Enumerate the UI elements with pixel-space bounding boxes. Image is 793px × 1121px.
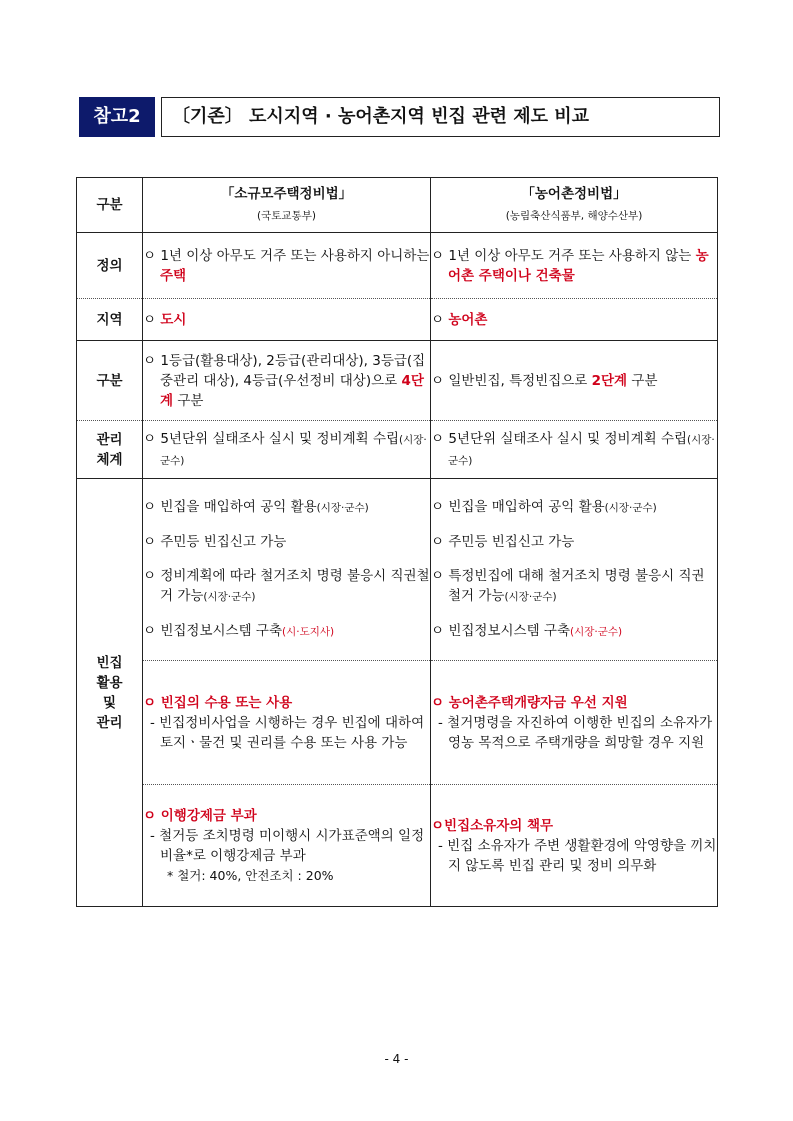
- left-usage-list: [143, 479, 431, 661]
- left-law-name: 「소규모주택정비법」: [220, 186, 353, 202]
- row-label-usage-line3: 및: [102, 694, 117, 711]
- left-region-highlight: 도시: [160, 311, 187, 328]
- right-housing-fund-title: ㅇ 농어촌주택개량자금 우선 지원: [431, 694, 628, 711]
- left-region-cell: [143, 299, 431, 341]
- row-label-management-line2: 체계: [96, 451, 123, 468]
- table-row-usage-block1: [77, 479, 718, 661]
- right-management-text: ㅇ 5년단위 실태조사 실시 및 정비계획 수립: [431, 430, 688, 447]
- right-definition-highlight: 농어촌 주택이나 건축물: [448, 247, 709, 284]
- right-usage-list: [431, 479, 718, 661]
- right-housing-fund-text: - 철거명령을 자진하여 이행한 빈집의 소유자가 영농 목적으로 주택개량을 희망할 경우 지원: [438, 714, 713, 751]
- right-definition-cell: [431, 233, 718, 299]
- table-row-definition: [77, 233, 718, 299]
- right-classification-highlight: 2단계: [591, 372, 628, 389]
- table-row-management: [77, 421, 718, 479]
- comparison-table: [76, 177, 718, 907]
- list-item: ㅇ 빈집을 매입하여 공익 활용(시장·군수): [431, 499, 657, 515]
- left-expropriation-cell: [143, 661, 431, 785]
- list-item: ㅇ 정비계획에 따라 철거조치 명령 불응시 직권철거 가능(시장·군수): [143, 568, 430, 604]
- left-penalty-title: ㅇ 이행강제금 부과: [143, 807, 257, 824]
- table-row-usage-block3: [77, 785, 718, 907]
- right-region-highlight: 농어촌: [448, 311, 488, 328]
- left-penalty-note: * 철거: 40%, 안전조치 : 20%: [167, 867, 334, 883]
- right-owner-duty-title: ㅇ빈집소유자의 책무: [431, 817, 554, 834]
- right-region-text: ㅇ: [431, 311, 449, 328]
- right-classification-text: ㅇ 일반빈집, 특정빈집으로: [431, 372, 592, 389]
- right-classification-suffix: 구분: [627, 372, 658, 389]
- right-law-name: 「농어촌정비법」: [521, 186, 627, 202]
- right-management-cell: [431, 421, 718, 479]
- left-definition-cell: [143, 233, 431, 299]
- left-expropriation-title: ㅇ 빈집의 수용 또는 사용: [143, 694, 293, 711]
- right-management-authority: (시장·군수): [448, 433, 715, 467]
- table-row-classification: [77, 341, 718, 421]
- right-classification-cell: [431, 341, 718, 421]
- row-label-usage-line2: 활용: [96, 674, 123, 691]
- left-definition-highlight: 주택: [160, 267, 187, 284]
- left-penalty-text: - 철거등 조치명령 미이행시 시가표준액의 일정비율*로 이행강제금 부과: [150, 827, 425, 864]
- section-title: 〔기존〕 도시지역 · 농어촌지역 빈집 관련 제도 비교: [161, 97, 720, 137]
- row-label-definition: 정의: [77, 233, 143, 299]
- row-label-classification: 구분: [77, 341, 143, 421]
- table-row-region: [77, 299, 718, 341]
- list-item: ㅇ 빈집정보시스템 구축(시장·군수): [431, 623, 623, 639]
- row-label-management-line1: 관리: [96, 431, 123, 448]
- left-definition-text: ㅇ 1년 이상 아무도 거주 또는 사용하지 아니하는: [143, 247, 430, 264]
- right-housing-fund-cell: [431, 661, 718, 785]
- list-item: ㅇ 특정빈집에 대해 철거조치 명령 불응시 직권철거 가능(시장·군수): [431, 568, 705, 604]
- left-management-cell: [143, 421, 431, 479]
- left-ministry: (국토교통부): [257, 210, 316, 222]
- row-label-region: 지역: [77, 299, 143, 341]
- row-label-usage-line4: 관리: [96, 714, 123, 731]
- left-classification-cell: [143, 341, 431, 421]
- row-label-management: [77, 421, 143, 479]
- page-number: - 4 -: [384, 1052, 409, 1066]
- corner-cell: 구분: [77, 178, 143, 233]
- right-definition-text: ㅇ 1년 이상 아무도 거주 또는 사용하지 않는: [431, 247, 696, 264]
- left-expropriation-text: - 빈집정비사업을 시행하는 경우 빈집에 대하여 토지ㆍ물건 및 권리를 수용 또는 사용 가능: [150, 714, 425, 751]
- left-region-text: ㅇ: [143, 311, 161, 328]
- row-label-usage: [77, 479, 143, 907]
- right-owner-duty-text: - 빈집 소유자가 주변 생활환경에 악영향을 끼치지 않도록 빈집 관리 및 정비 의무화: [438, 837, 717, 874]
- left-penalty-cell: [143, 785, 431, 907]
- right-region-cell: [431, 299, 718, 341]
- list-item: ㅇ 주민등 빈집신고 가능: [143, 534, 287, 550]
- right-owner-duty-cell: [431, 785, 718, 907]
- left-classification-highlight: 4단계: [160, 372, 424, 409]
- table-row-usage-block2: [77, 661, 718, 785]
- left-classification-text: ㅇ 1등급(활용대상), 2등급(관리대상), 3등급(집중관리 대상), 4등급(우선정비 대상)으로: [143, 352, 426, 389]
- right-law-header: [431, 178, 718, 233]
- left-management-authority: (시장·군수): [160, 433, 427, 467]
- list-item: ㅇ 주민등 빈집신고 가능: [431, 534, 575, 550]
- table-header-row: [77, 178, 718, 233]
- left-management-text: ㅇ 5년단위 실태조사 실시 및 정비계획 수립: [143, 430, 400, 447]
- list-item: ㅇ 빈집정보시스템 구축(시·도지사): [143, 623, 335, 639]
- left-law-header: [143, 178, 431, 233]
- reference-tag: 참고2: [79, 97, 155, 137]
- left-classification-suffix: 구분: [173, 392, 204, 409]
- right-ministry: (농림축산식품부, 해양수산부): [505, 210, 643, 222]
- section-header: [79, 97, 720, 137]
- list-item: ㅇ 빈집을 매입하여 공익 활용(시장·군수): [143, 499, 369, 515]
- row-label-usage-line1: 빈집: [96, 654, 123, 671]
